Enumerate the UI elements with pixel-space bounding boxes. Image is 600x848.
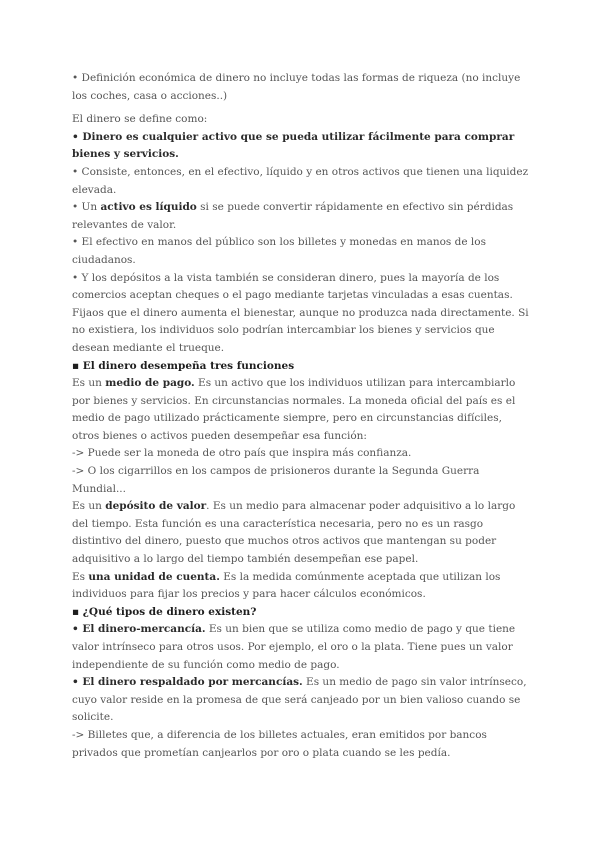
bold-term: medio de pago. <box>105 377 195 390</box>
text: Es la medida comúnmente aceptada que utilizan los individuos para fijar los precios y para hacer cálculos económicos. <box>72 570 501 601</box>
text: Es un <box>72 500 106 513</box>
bold-term: una unidad de cuenta. <box>88 570 220 583</box>
paragraph-consists: • Consiste, entonces, en el efectivo, líquido y en otros activos que tienen una liquidez elevada. <box>72 165 529 196</box>
bold-term: • El dinero respaldado por mercancías. <box>72 676 303 689</box>
paragraph-definition-intro: El dinero se define como: <box>72 113 208 126</box>
paragraph-medium-of-payment <box>72 375 530 445</box>
text: . Es un medio para almacenar poder adquisitivo a lo largo del tiempo. Esta función es una característica necesaria, pero no es un rasgo distintivo del dinero, puesto que muchos otros activos que mantengan su poder adquisitivo a lo largo del tiempo también desempeñan ese papel. <box>72 500 516 566</box>
paragraph-banknotes: -> Billetes que, a diferencia de los billetes actuales, eran emitidos por bancos privados que prometían canjearlos por oro o plata cuando se les pedía. <box>72 728 487 759</box>
heading-money-types: ▪ ¿Qué tipos de dinero existen? <box>72 605 257 618</box>
paragraph-liquid-asset <box>72 199 530 234</box>
text: Es un medio de pago sin valor intrínseco, cuyo valor reside en la promesa de que será canjeado por un bien valioso cuando se solicite. <box>72 676 527 724</box>
paragraph-money-definition: • Dinero es cualquier activo que se pueda utilizar fácilmente para comprar bienes y servicios. <box>72 130 515 161</box>
paragraph-commodity-money <box>72 621 530 674</box>
paragraph-welfare: Fijaos que el dinero aumenta el bienestar, aunque no produzca nada directamente. Si no existiera, los individuos solo podrían intercambiar los bienes y servicios que desean mediante el trueque. <box>72 306 529 354</box>
text: Es <box>72 570 89 583</box>
bold-term: activo es líquido <box>100 201 197 214</box>
paragraph-commodity-backed-money <box>72 674 530 727</box>
heading-functions: ▪ El dinero desempeña tres funciones <box>72 359 295 372</box>
text: • Un <box>72 201 101 214</box>
bold-term: • El dinero-mercancía. <box>72 623 206 636</box>
text: Es un <box>72 377 106 390</box>
paragraph-cash: • El efectivo en manos del público son los billetes y monedas en manos de los ciudadanos. <box>72 236 486 266</box>
text: Es un activo que los individuos utilizan para intercambiarlo por bienes y servicios. En circunstancias normales. La moneda oficial del país es el medio de pago utilizado prácticamente siempre, pero en circunstancias difíciles, otros bienes o activos pueden desempeñar esa función: <box>72 377 516 442</box>
paragraph-cigarettes: -> O los cigarrillos en los campos de prisioneros durante la Segunda Guerra Mundial... <box>72 465 480 495</box>
paragraph-definition-note: • Definición económica de dinero no incluye todas las formas de riqueza (no incluye los coches, casa o acciones..) <box>72 72 521 102</box>
paragraph-deposits: • Y los depósitos a la vista también se consideran dinero, pues la mayoría de los comercios aceptan cheques o el pago mediante tarjetas vinculadas a esas cuentas. <box>72 271 513 302</box>
text: Es un bien que se utiliza como medio de pago y que tiene valor intrínseco para otros usos. Por ejemplo, el oro o la plata. Tiene pues un valor independiente de su función como medio de pago. <box>72 623 516 671</box>
paragraph-foreign-currency: -> Puede ser la moneda de otro país que inspira más confianza. <box>72 447 412 460</box>
bold-term: depósito de valor <box>105 500 207 513</box>
text: si se puede convertir rápidamente en efectivo sin pérdidas relevantes de valor. <box>72 201 514 231</box>
paragraph-store-of-value <box>72 498 530 568</box>
paragraph-unit-of-account <box>72 569 530 604</box>
